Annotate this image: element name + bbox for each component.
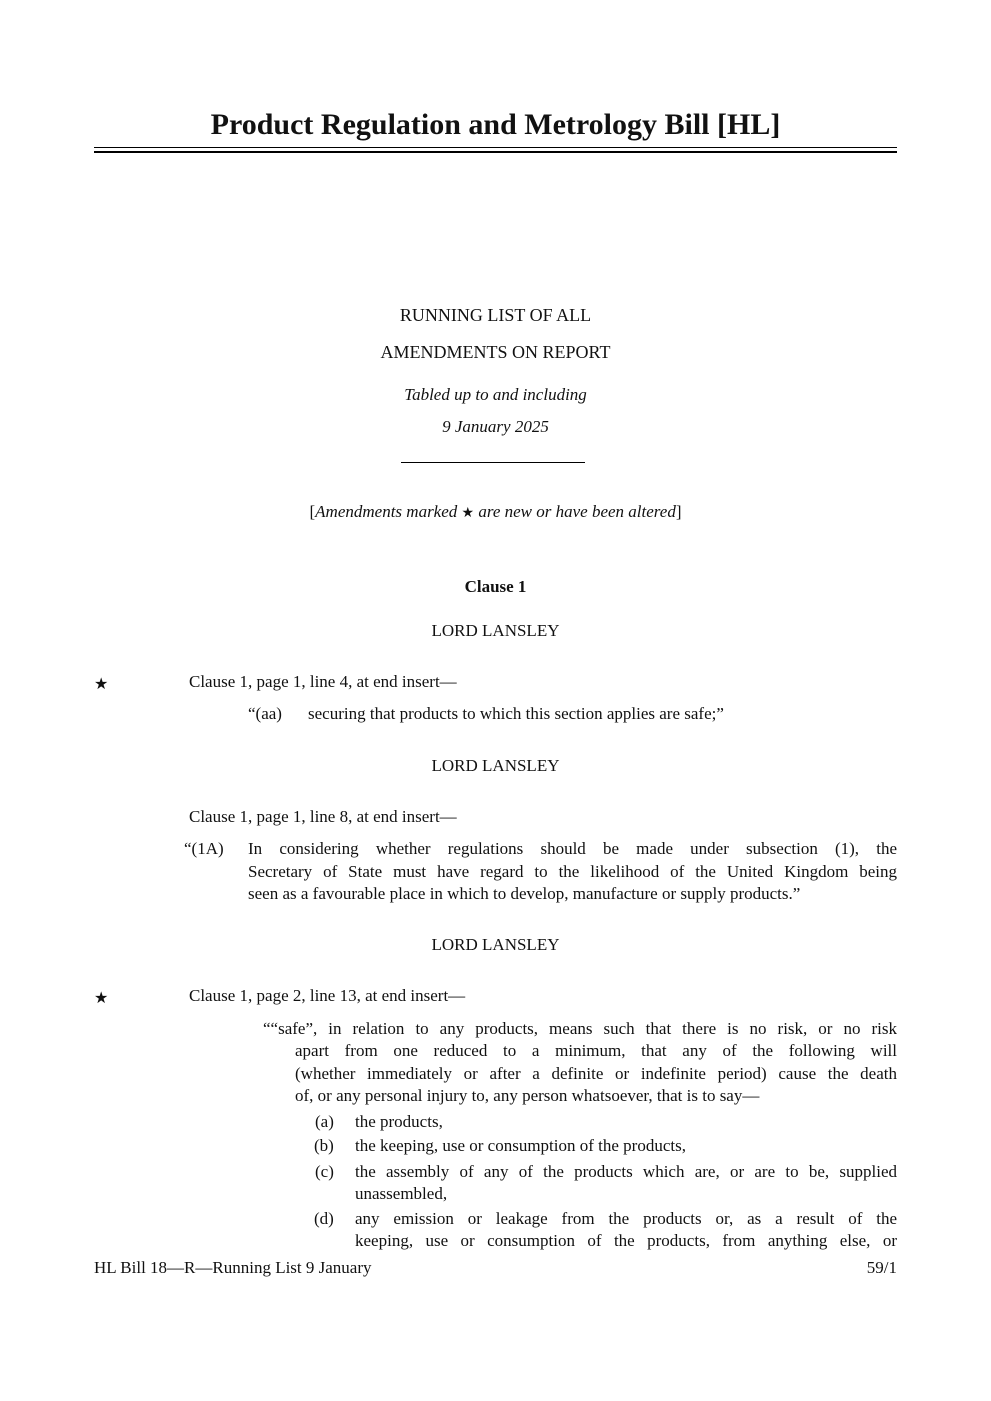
definition-line: of, or any personal injury to, any person whatsoever, that is to say— bbox=[295, 1086, 760, 1105]
amendment-instruction: Clause 1, page 2, line 13, at end insert— bbox=[189, 986, 466, 1005]
title-rule-thick bbox=[94, 151, 897, 153]
cover-line-2: AMENDMENTS ON REPORT bbox=[380, 342, 611, 362]
insert-text-line: Secretary of State must have regard to the likelihood of the United Kingdom being bbox=[248, 862, 897, 881]
amendment-instruction: Clause 1, page 1, line 4, at end insert— bbox=[189, 672, 457, 691]
item-text: unassembled, bbox=[355, 1184, 448, 1203]
item-text: the keeping, use or consumption of the products, bbox=[355, 1136, 686, 1155]
document-title: Product Regulation and Metrology Bill [HL] bbox=[210, 108, 781, 141]
item-text: any emission or leakage from the products or, as a result of the bbox=[355, 1209, 897, 1228]
star-icon: ★ bbox=[461, 506, 475, 521]
cover-line-1: RUNNING LIST OF ALL bbox=[399, 305, 592, 325]
definition-line: apart from one reduced to a minimum, that any of the following will bbox=[295, 1041, 897, 1060]
tabled-text: Tabled up to and including bbox=[404, 385, 587, 404]
star-icon: ★ bbox=[94, 990, 109, 1007]
item-label: (c) bbox=[315, 1162, 334, 1181]
divider-rule bbox=[401, 462, 585, 463]
amendments-note: [Amendments marked ★ are new or have been altered] bbox=[309, 502, 682, 521]
star-icon: ★ bbox=[94, 676, 109, 693]
insert-text-line: seen as a favourable place in which to develop, manufacture or supply products.” bbox=[248, 884, 801, 903]
member-name: LORD LANSLEY bbox=[431, 621, 560, 640]
definition-line: (whether immediately or after a definite or indefinite period) cause the death bbox=[295, 1064, 897, 1083]
title-rule-thin bbox=[94, 147, 897, 148]
clause-heading: Clause 1 bbox=[464, 577, 527, 596]
item-text: the assembly of any of the products which are, or are to be, supplied bbox=[355, 1162, 897, 1181]
tabled-date: 9 January 2025 bbox=[442, 417, 549, 436]
item-label: (d) bbox=[314, 1209, 334, 1228]
footer-page-number: 59/1 bbox=[866, 1258, 897, 1277]
amendment-instruction: Clause 1, page 1, line 8, at end insert— bbox=[189, 807, 457, 826]
member-name: LORD LANSLEY bbox=[431, 756, 560, 775]
footer-bill-reference: HL Bill 18—R—Running List 9 January bbox=[94, 1258, 372, 1277]
insert-label: “(aa) bbox=[248, 704, 282, 723]
definition-line: ““safe”, in relation to any products, means such that there is no risk, or no risk bbox=[263, 1019, 897, 1038]
item-text: keeping, use or consumption of the products, from anything else, or bbox=[355, 1231, 897, 1250]
item-text: the products, bbox=[355, 1112, 443, 1131]
insert-label: “(1A) bbox=[184, 839, 224, 858]
item-label: (b) bbox=[314, 1136, 334, 1155]
member-name: LORD LANSLEY bbox=[431, 935, 560, 954]
insert-text-line: In considering whether regulations should be made under subsection (1), the bbox=[248, 839, 897, 858]
item-label: (a) bbox=[315, 1112, 334, 1131]
insert-text: securing that products to which this section applies are safe;” bbox=[308, 704, 724, 723]
